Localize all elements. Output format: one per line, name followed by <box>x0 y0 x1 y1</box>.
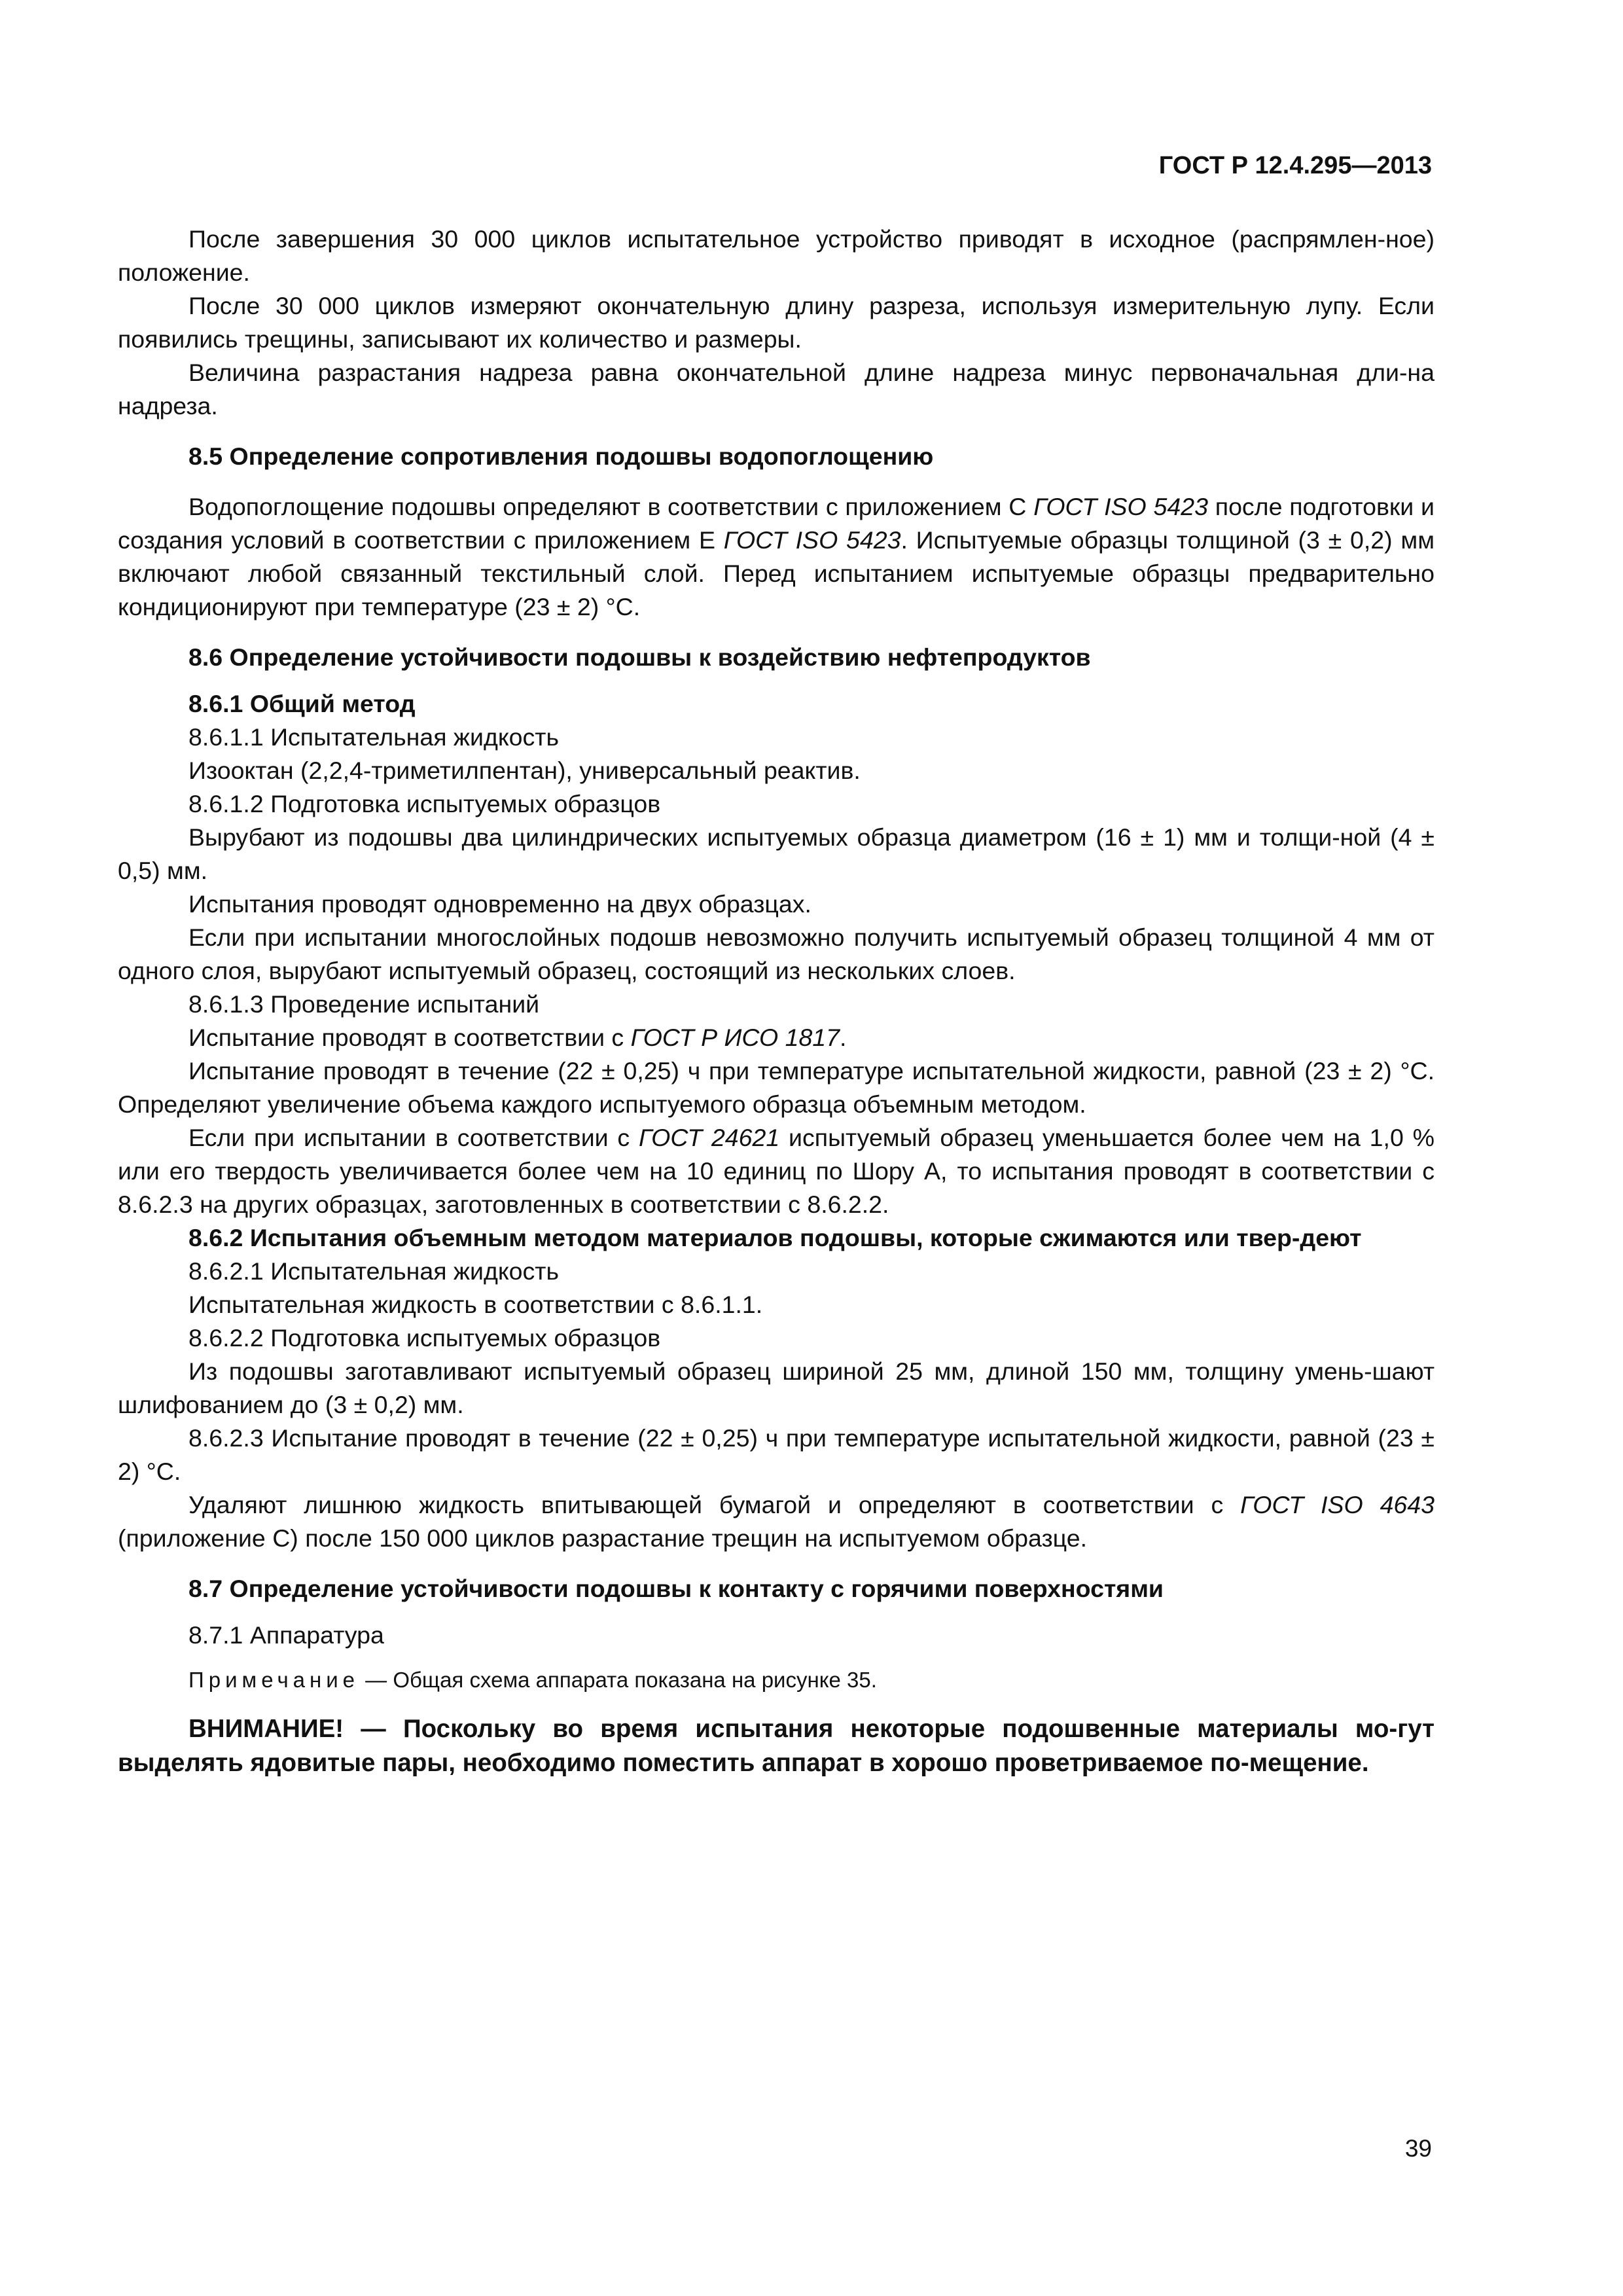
paragraph <box>118 1488 1435 1555</box>
clause-title: 8.6.1.1 Испытательная жидкость <box>188 723 559 751</box>
paragraph: После 30 000 циклов измеряют окончательную длину разреза, используя измерительную лупу. Если появились трещины, записывают их количество и размеры. <box>118 292 1435 353</box>
document-header: ГОСТ Р 12.4.295—2013 <box>1158 152 1432 179</box>
clause-title: 8.6.2.2 Подготовка испытуемых образцов <box>188 1324 661 1352</box>
section-heading-8-6: 8.6 Определение устойчивости подошвы к воздействию нефтепродуктов <box>188 643 1091 671</box>
text-run: . Испытуемые образцы толщиной (3 ± 0,2) мм включают любой связанный текстильный слой. Перед испытанием испытуемые образцы предварительно кондиционируют при температуре (23 ± 2) °С. <box>118 526 1435 620</box>
document-body <box>118 223 1435 1780</box>
text-run: после подготовки и создания условий в соответствии с приложением Е <box>118 493 1435 554</box>
standard-reference: ГОСТ ISO 5423 <box>723 526 901 554</box>
text-run: . <box>840 1024 847 1051</box>
subsection-heading-8-6-2: 8.6.2 Испытания объемным методом материалов подошвы, которые сжимаются или твер-деют <box>188 1224 1362 1251</box>
text-run: Водопоглощение подошвы определяют в соответствии с приложением С <box>188 493 1034 520</box>
subsection-heading-8-6-1: 8.6.1 Общий метод <box>188 690 416 717</box>
note-text: — Общая схема аппарата показана на рисунке 35. <box>359 1668 877 1692</box>
paragraph: Из подошвы заготавливают испытуемый образец шириной 25 мм, длиной 150 мм, толщину умень-шают шлифованием до (3 ± 0,2) мм. <box>118 1357 1435 1418</box>
paragraph: Изооктан (2,2,4-триметилпентан), универсальный реактив. <box>188 757 861 784</box>
clause-title: 8.6.1.3 Проведение испытаний <box>188 990 540 1018</box>
paragraph: Испытательная жидкость в соответствии с 8.6.1.1. <box>188 1291 763 1318</box>
paragraph: Если при испытании многослойных подошв невозможно получить испытуемый образец толщиной 4 мм от одного слоя, вырубают испытуемый образец, состоящий из нескольких слоев. <box>118 924 1435 984</box>
paragraph <box>118 490 1435 624</box>
standard-reference: ГОСТ 24621 <box>639 1124 780 1151</box>
text-run: испытуемый образец уменьшается более чем на 1,0 % или его твердость увеличивается более чем на 10 единиц по Шору А, то испытания проводят в соответствии с 8.6.2.3 на других образцах, заготовленных в соответствии с 8.6.2.2. <box>118 1124 1435 1218</box>
text-run: (приложение С) после 150 000 циклов разрастание трещин на испытуемом образце. <box>118 1524 1087 1552</box>
text-run: Если при испытании в соответствии с <box>188 1124 639 1151</box>
standard-reference: ГОСТ ISO 4643 <box>1240 1491 1435 1518</box>
clause-title: 8.6.1.2 Подготовка испытуемых образцов <box>188 790 661 817</box>
section-heading-8-5: 8.5 Определение сопротивления подошвы водопоглощению <box>188 442 934 470</box>
warning-text: ВНИМАНИЕ! — Поскольку во время испытания некоторые подошвенные материалы мо-гут выделять ядовитые пары, необходимо поместить аппарат в хорошо проветриваемое по-мещение. <box>118 1715 1435 1777</box>
text-run: Испытание проводят в соответствии с <box>188 1024 631 1051</box>
note <box>118 1665 1435 1695</box>
clause-title: 8.6.2.1 Испытательная жидкость <box>188 1257 559 1285</box>
clause-title: 8.7.1 Аппаратура <box>188 1621 384 1649</box>
section-heading-8-7: 8.7 Определение устойчивости подошвы к контакту с горячими поверхностями <box>188 1575 1164 1602</box>
paragraph <box>118 1121 1435 1221</box>
paragraph: Испытания проводят одновременно на двух образцах. <box>188 890 812 918</box>
page-number: 39 <box>1404 2135 1432 2162</box>
paragraph <box>118 1021 1435 1054</box>
standard-reference: ГОСТ Р ИСО 1817 <box>630 1024 840 1051</box>
paragraph: 8.6.2.3 Испытание проводят в течение (22 ± 0,25) ч при температуре испытательной жидкости, равной (23 ± 2) °С. <box>118 1424 1435 1485</box>
paragraph: Испытание проводят в течение (22 ± 0,25) ч при температуре испытательной жидкости, равной (23 ± 2) °С. Определяют увеличение объема каждого испытуемого образца объемным методом. <box>118 1057 1435 1118</box>
paragraph: Вырубают из подошвы два цилиндрических испытуемых образца диаметром (16 ± 1) мм и толщи-ной (4 ± 0,5) мм. <box>118 823 1435 884</box>
paragraph: После завершения 30 000 циклов испытательное устройство приводят в исходное (распрямлен-ное) положение. <box>118 225 1435 286</box>
note-label: Примечание <box>188 1668 360 1692</box>
paragraph: Величина разрастания надреза равна окончательной длине надреза минус первоначальная дли-на надреза. <box>118 359 1435 420</box>
standard-reference: ГОСТ ISO 5423 <box>1033 493 1208 520</box>
text-run: Удаляют лишнюю жидкость впитывающей бумагой и определяют в соответствии с <box>188 1491 1241 1518</box>
